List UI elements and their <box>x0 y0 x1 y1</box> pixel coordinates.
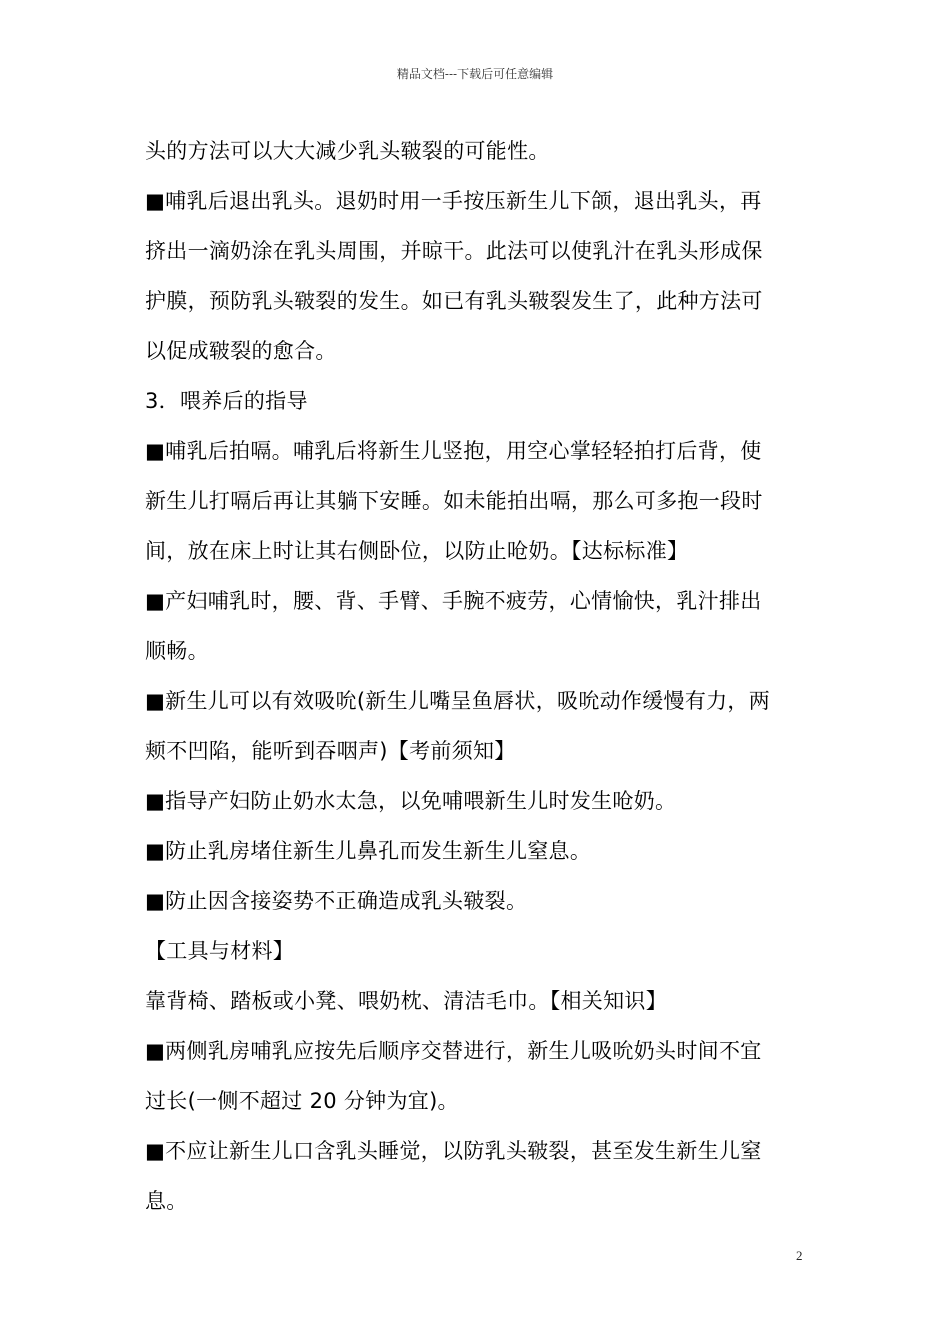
body-line: 挤出一滴奶涂在乳头周围，并晾干。此法可以使乳汁在乳头形成保 <box>145 239 763 263</box>
section-heading: 【工具与材料】 <box>145 939 295 963</box>
document-body <box>145 132 810 1232</box>
body-line: ■哺乳后拍嗝。哺乳后将新生儿竖抱，用空心掌轻轻拍打后背，使 <box>145 439 762 463</box>
body-line: ■两侧乳房哺乳应按先后顺序交替进行，新生儿吸吮奶头时间不宜 <box>145 1039 762 1063</box>
body-line: 息。 <box>145 1189 188 1213</box>
body-line: 护膜，预防乳头皲裂的发生。如已有乳头皲裂发生了，此种方法可 <box>145 289 763 313</box>
body-line: 靠背椅、踏板或小凳、喂奶枕、清洁毛巾。【相关知识】 <box>145 989 667 1013</box>
body-line: ■指导产妇防止奶水太急，以免哺喂新生儿时发生呛奶。 <box>145 789 677 813</box>
body-line: 颊不凹陷，能听到吞咽声)【考前须知】 <box>145 739 516 763</box>
body-line: ■防止因含接姿势不正确造成乳头皲裂。 <box>145 889 528 913</box>
body-line: 以促成皲裂的愈合。 <box>145 339 337 363</box>
body-line: 间，放在床上时让其右侧卧位，以防止呛奶。【达标标准】 <box>145 539 689 563</box>
body-line: 头的方法可以大大减少乳头皲裂的可能性。 <box>145 139 550 163</box>
body-line: ■不应让新生儿口含乳头睡觉，以防乳头皲裂，甚至发生新生儿窒 <box>145 1139 762 1163</box>
body-line: 过长(一侧不超过 20 分钟为宜)。 <box>145 1089 459 1113</box>
body-line: ■产妇哺乳时，腰、背、手臂、手腕不疲劳，心情愉快，乳汁排出 <box>145 589 762 613</box>
body-line: 顺畅。 <box>145 639 209 663</box>
page-header: 精品文档---下载后可任意编辑 <box>396 67 554 81</box>
body-line: ■防止乳房堵住新生儿鼻孔而发生新生儿窒息。 <box>145 839 592 863</box>
page-number: 2 <box>796 1248 803 1263</box>
body-line: 新生儿打嗝后再让其躺下安睡。如未能拍出嗝，那么可多抱一段时 <box>145 489 763 513</box>
section-heading: 3．喂养后的指导 <box>145 389 308 413</box>
body-line: ■哺乳后退出乳头。退奶时用一手按压新生儿下颌，退出乳头，再 <box>145 189 762 213</box>
body-line: ■新生儿可以有效吸吮(新生儿嘴呈鱼唇状，吸吮动作缓慢有力，两 <box>145 689 771 713</box>
